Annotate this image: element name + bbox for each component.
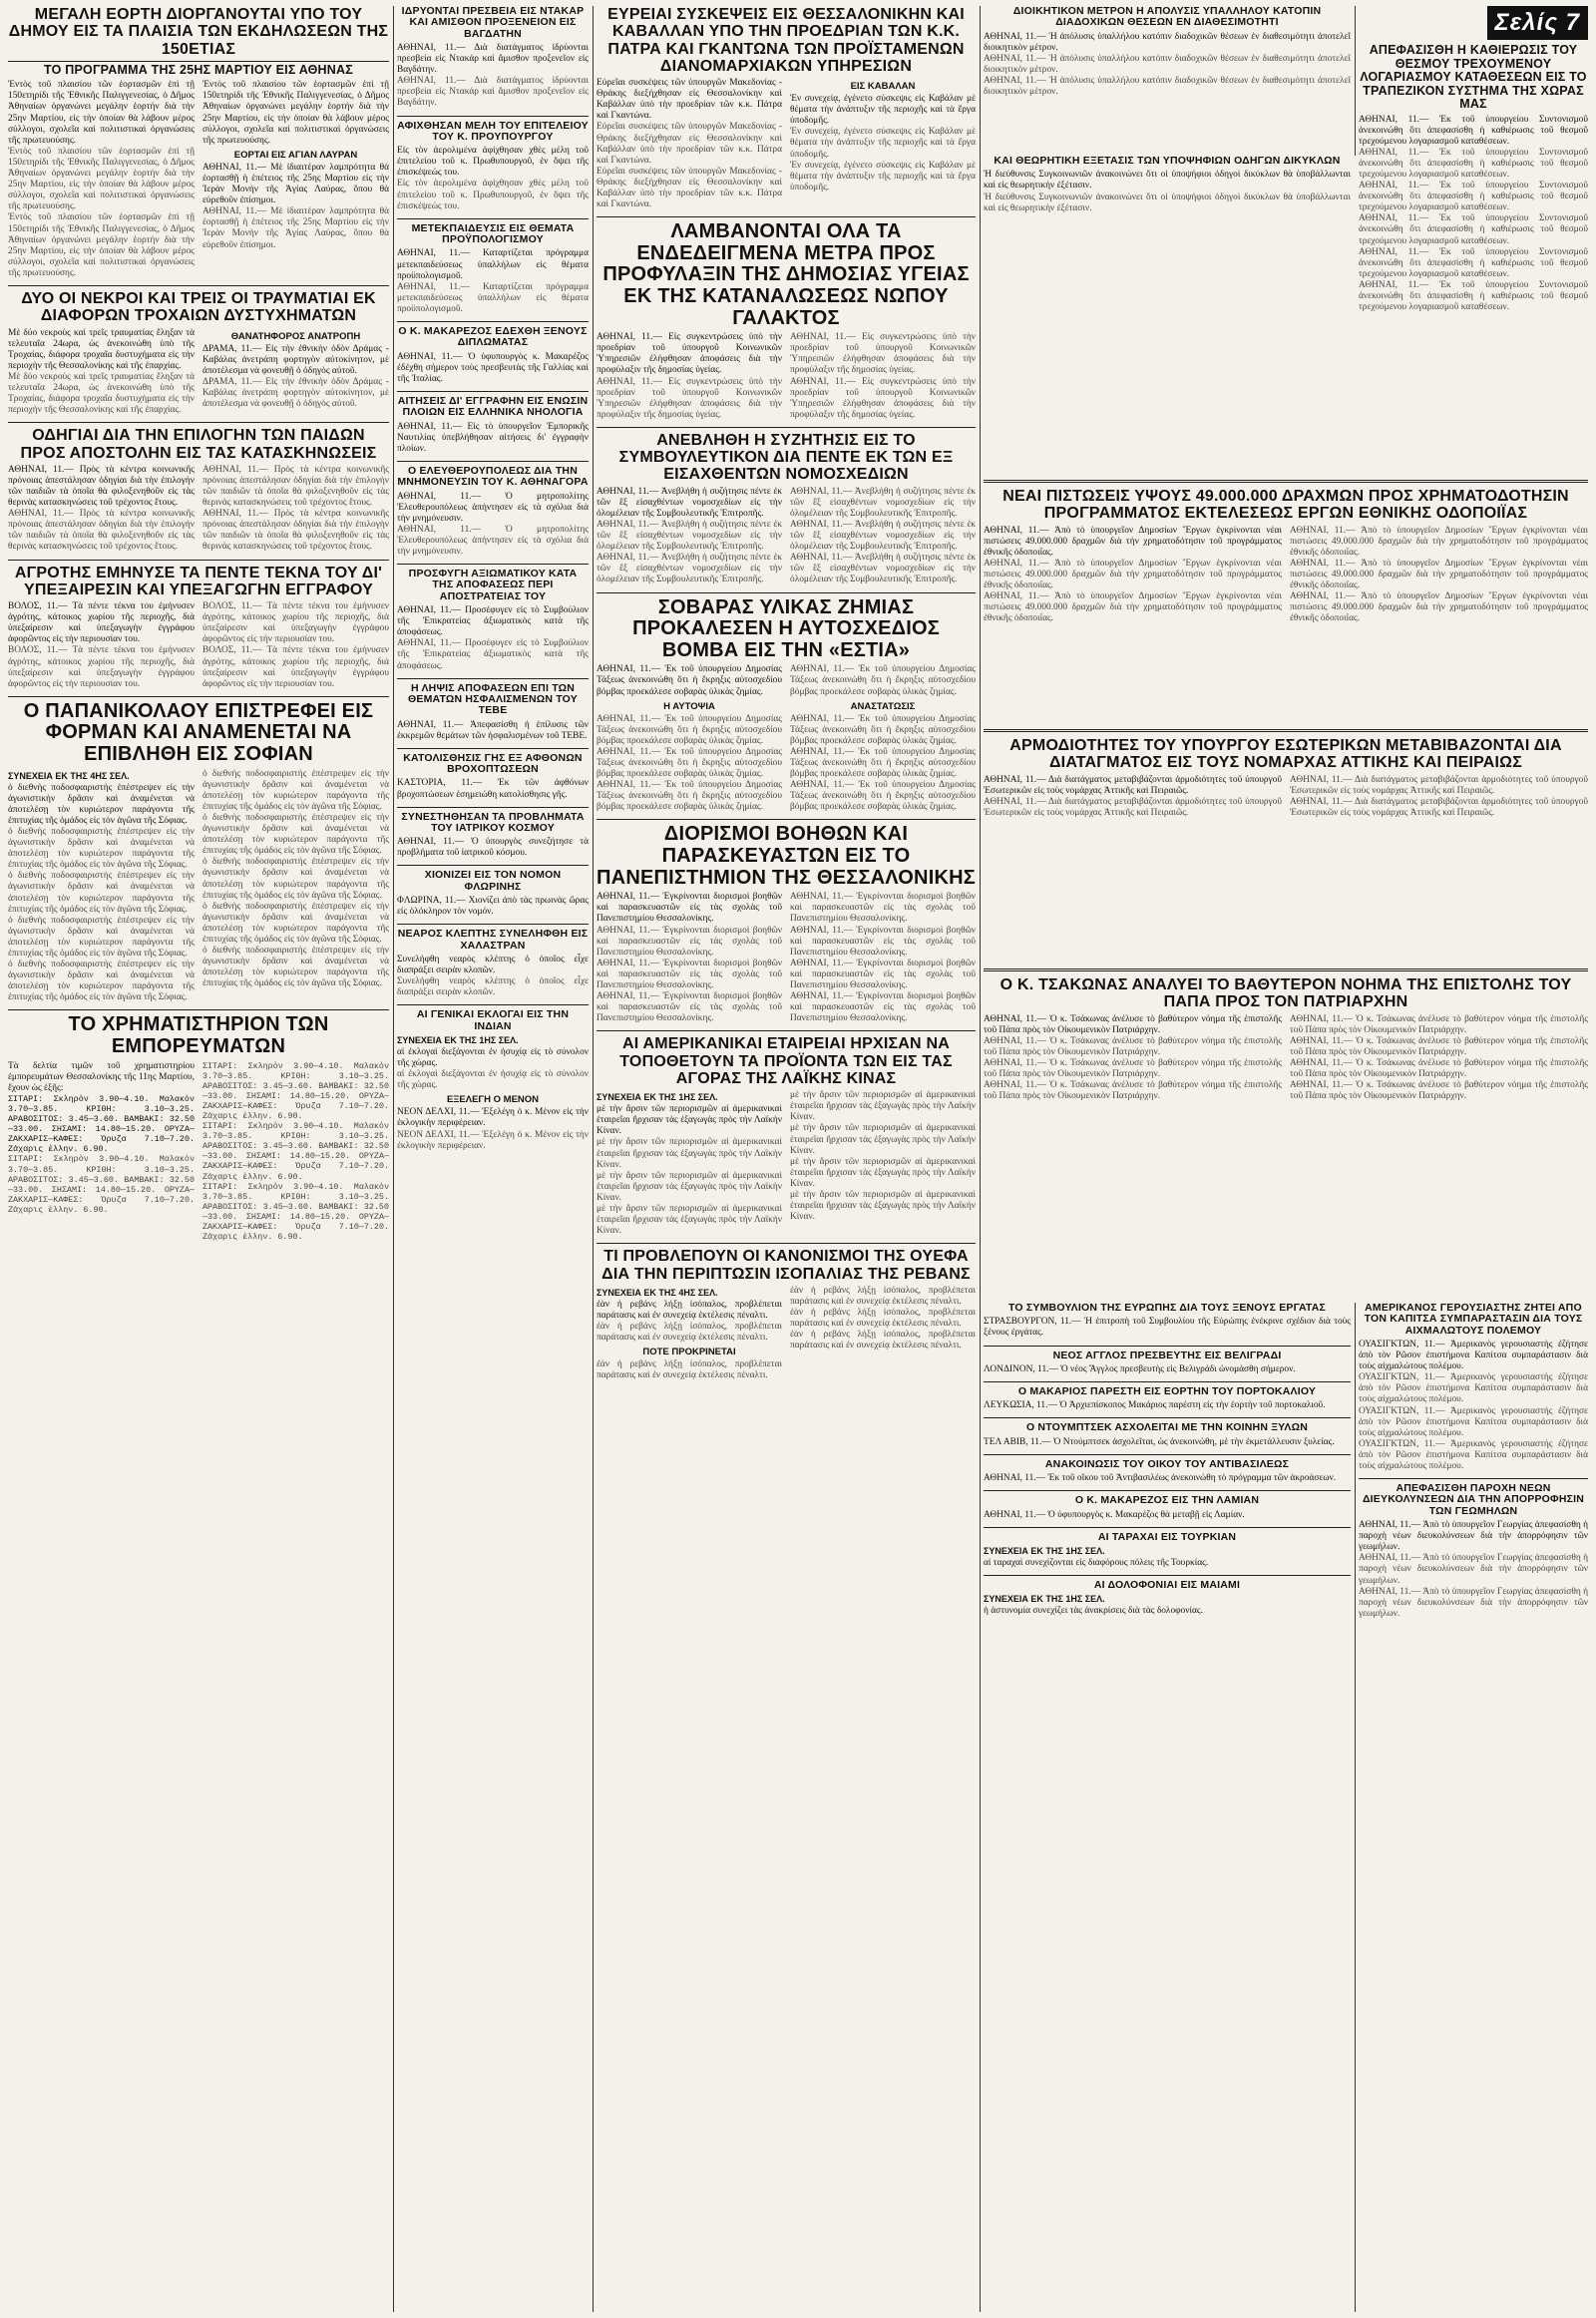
article-body: ΑΘΗΝΑΙ, 11.— Ἡ ἀπόλυσις ὑπαλλήλου κατόπιν διαδοχικῶν θέσεων ἐν διαθεσιμότητι ἀποτελεῖ διοικητικὸν μέτρον. (984, 76, 1351, 98)
headline: ΧΙΟΝΙΖΕΙ ΕΙΣ ΤΟΝ ΝΟΜΟΝ ΦΛΩΡΙΝΗΣ (424, 869, 562, 893)
headline: ΔΙΟΡΙΣΜΟΙ ΒΟΗΘΩΝ ΚΑΙ ΠΑΡΑΣΚΕΥΑΣΤΩΝ ΕΙΣ ΤΟ ΠΑΝΕΠΙΣΤΗΜΙΟΝ ΤΗΣ ΘΕΣΣΑΛΟΝΙΚΗΣ (597, 823, 976, 889)
continuation-note: ΣΥΝΕΧΕΙΑ ΕΚ ΤΗΣ 1ΗΣ ΣΕΛ. (984, 1594, 1105, 1605)
headline: Ο Κ. ΜΑΚΑΡΕΖΟΣ ΕΙΣ ΤΗΝ ΛΑΜΙΑΝ (1074, 1494, 1260, 1507)
article-body: ΑΘΗΝΑΙ, 11.— Ἐκ τοῦ ὑπουργείου Δημοσίας Τάξεως ἀνεκοινώθη ὅτι ἡ ἔκρηξις αὐτοσχεδίου βόμβας προεκάλεσε σοβαρὰς ὑλικὰς ζημίας. (597, 746, 782, 780)
subheadline: ΤΟ ΠΡΟΓΡΑΜΜΑ ΤΗΣ 25ΗΣ ΜΑΡΤΙΟΥ ΕΙΣ ΑΘΗΝΑΣ (8, 61, 389, 78)
article-body: ΑΘΗΝΑΙ, 11.— Ἐκ τοῦ ὑπουργείου Δημοσίας Τάξεως ἀνεκοινώθη ὅτι ἡ ἔκρηξις αὐτοσχεδίου βόμβας προεκάλεσε σοβαρὰς ὑλικὰς ζημίας. (790, 746, 976, 780)
article-body: μὲ τὴν ἄρσιν τῶν περιορισμῶν αἱ ἀμερικανικαὶ ἑταιρεῖαι ἤρχισαν τὰς ἐξαγωγὰς πρὸς τὴν Λαϊκὴν Κίναν. (597, 1104, 782, 1137)
article-body: ΑΘΗΝΑΙ, 11.— Ἐκ τοῦ ὑπουργείου Συντονισμοῦ ἀνεκοινώθη ὅτι ἀπεφασίσθη ἡ καθιέρωσις τοῦ θεσμοῦ τρεχούμενου λογαριασμοῦ καταθέσεων. (1359, 181, 1588, 213)
article-pope-letter (984, 964, 1588, 1102)
article-body: Ἐν συνεχείᾳ, ἐγένετο σύσκεψις εἰς Καβάλαν μὲ θέματα τὴν ἀνάπτυξιν τῆς περιοχῆς καὶ τὰ ἔργα ὑποδομῆς. (790, 127, 976, 160)
article-body: ΑΘΗΝΑΙ, 11.— Ἀπὸ τὸ ὑπουργεῖον Δημοσίων Ἔργων ἐγκρίνονται νέαι πιστώσεις 49.000.000 δραχμῶν διὰ τὴν χρηματοδότησιν τοῦ προγράμματος ἐθνικῆς ὁδοποιΐας. (984, 591, 1282, 624)
headline: ΑΓΡΟΤΗΣ ΕΜΗΝΥΣΕ ΤΑ ΠΕΝΤΕ ΤΕΚΝΑ ΤΟΥ ΔΙ' ΥΠΕΞΑΙΡΕΣΙΝ ΚΑΙ ΥΠΕΞΑΓΩΓΗΝ ΕΓΓΡΑΦΟΥ (14, 564, 383, 598)
article-body: ΑΘΗΝΑΙ, 11.— Πρὸς τὰ κέντρα κοινωνικῆς πρόνοιας ἀπεστάλησαν ὁδηγίαι διὰ τὴν ἐπιλογὴν τῶν παιδιῶν τὰ ὁποῖα θὰ φιλοξενηθοῦν εἰς τὰς θερινὰς κατασκηνώσεις τοῦ τρέχοντος ἔτους. (8, 464, 195, 509)
article-body: ΑΘΗΝΑΙ, 11.— Ἐκ τοῦ ὑπουργείου Δημοσίας Τάξεως ἀνεκοινώθη ὅτι ἡ ἔκρηξις αὐτοσχεδίου βόμβας προεκάλεσε σοβαρὰς ὑλικὰς ζημίας. (790, 664, 976, 697)
article-body: ΑΘΗΝΑΙ, 11.— Ἐκ τοῦ ὑπουργείου Συντονισμοῦ ἀνεκοινώθη ὅτι ἀπεφασίσθη ἡ καθιέρωσις τοῦ θεσμοῦ τρεχούμενου λογαριασμοῦ καταθέσεων. (1359, 213, 1588, 246)
section-subhead: ΕΞΕΛΕΓΗ Ο ΜΕΝΟΝ (446, 1094, 540, 1106)
article-body: Μὲ δύο νεκροὺς καὶ τρεῖς τραυματίας ἔληξαν τὰ τελευταῖα 24ωρα, ὡς ἀνεκοινώθη ὑπὸ τῆς Τροχαίας, διάφορα τροχαῖα δυστυχήματα εἰς τὴν περιοχὴν τῆς Θεσσαλονίκης καὶ τῆς ἐπαρχίας. (8, 327, 195, 371)
article-uefa (597, 1248, 976, 1381)
article-body: Τὰ δελτία τιμῶν τοῦ χρηματιστηρίου ἐμπορευμάτων Θεσσαλονίκης τῆς 11ης Μαρτίου, ἔχουν ὡς ἑξῆς: (8, 1060, 195, 1093)
price-list: ΣΙΤΑΡΙ: Σκληρὸν 3.90—4.10. Μαλακὸν 3.70—3.85. ΚΡΙΘΗ: 3.10—3.25. ΑΡΑΒΟΣΙΤΟΣ: 3.45—3.60. ΒΑΜΒΑΚΙ: 32.50—33.00. ΣΗΣΑΜΙ: 14.80—15.20. ΟΡΥΖΑ—ΖΑΚΧΑΡΙΣ—ΚΑΦΕΣ: Ὁρυζα 7.10—7.20. Ζάχαρις ἑλλην. 6.90. (202, 1181, 389, 1242)
article-milk (597, 221, 976, 421)
article-body: ΔΡΑΜΑ, 11.— Εἰς τὴν ἐθνικὴν ὁδὸν Δράμας - Καβάλας ἀνετράπη φορτηγὸν αὐτοκίνητον, μὲ ἀποτέλεσμα νὰ φονευθῇ ὁ ὁδηγὸς αὐτοῦ. (202, 343, 389, 376)
headline: Ο Κ. ΜΑΚΑΡΕΖΟΣ ΕΔΕΧΘΗ ΞΕΝΟΥΣ ΔΙΠΛΩΜΑΤΑΣ (398, 324, 588, 349)
article-body: ΑΘΗΝΑΙ, 11.— Διὰ διατάγματος ἱδρύονται πρεσβεία εἰς Ντακάρ καὶ ἄμισθον προξενεῖον εἰς Βαγδάτην. (397, 76, 589, 109)
article-body: ΑΘΗΝΑΙ, 11.— Ἀνεβλήθη ἡ συζήτησις πέντε ἐκ τῶν ἓξ εἰσαχθέντων νομοσχεδίων εἰς τὴν ὁλομέλειαν τῆς Συμβουλευτικῆς Ἐπιτροπῆς. (597, 553, 782, 585)
article-body: ΑΘΗΝΑΙ, 11.— Ἀνεβλήθη ἡ συζήτησις πέντε ἐκ τῶν ἓξ εἰσαχθέντων νομοσχεδίων εἰς τὴν ὁλομέλειαν τῆς Συμβουλευτικῆς Ἐπιτροπῆς. (597, 519, 782, 553)
continuation-note: ΣΥΝΕΧΕΙΑ ΕΚ ΤΗΣ 4ΗΣ ΣΕΛ. (8, 770, 130, 781)
article-body: ΤΕΛ ΑΒΙΒ, 11.— Ὁ Ντούμπτσεκ ἀσχολεῖται, ὡς ἀνεκοινώθη, μὲ τὴν ἐκμετάλλευσιν ξυλείας. (984, 1436, 1335, 1447)
article-body: ΟΥΑΣΙΓΚΤΩΝ, 11.— Ἀμερικανὸς γερουσιαστὴς ἐζήτησε ἀπὸ τὸν Ρῶσον ἐπιστήμονα Καπίτσα συμπαράστασιν διὰ τοὺς αἰχμαλώτους πολέμου. (1359, 1372, 1588, 1405)
section-subhead: ΠΟΤΕ ΠΡΟΚΡΙΝΕΤΑΙ (642, 1347, 736, 1358)
article-body: Ἐν συνεχείᾳ, ἐγένετο σύσκεψις εἰς Καβάλαν μὲ θέματα τὴν ἀνάπτυξιν τῆς περιοχῆς καὶ τὰ ἔργα ὑποδομῆς. (790, 160, 976, 193)
headline: Ο ΠΑΠΑΝΙΚΟΛΑΟΥ ΕΠΙΣΤΡΕΦΕΙ ΕΙΣ ΦΟΡΜΑΝ ΚΑΙ ΑΝΑΜΕΝΕΤΑΙ ΝΑ ΕΠΙΒΛΗΘΗ ΕΙΣ ΣΟΦΙΑΝ (23, 699, 374, 766)
article-body: ΑΘΗΝΑΙ, 11.— Ἀπὸ τὸ ὑπουργεῖον Δημοσίων Ἔργων ἐγκρίνονται νέαι πιστώσεις 49.000.000 δραχμῶν διὰ τὴν χρηματοδότησιν τοῦ προγράμματος ἐθνικῆς ὁδοποιΐας. (984, 525, 1282, 558)
headline: ΠΡΟΣΦΥΓΗ ΑΞΙΩΜΑΤΙΚΟΥ ΚΑΤΑ ΤΗΣ ΑΠΟΦΑΣΕΩΣ ΠΕΡΙ ΑΠΟΣΤΡΑΤΕΙΑΣ ΤΟΥ (408, 568, 578, 602)
article-body: μὲ τὴν ἄρσιν τῶν περιορισμῶν αἱ ἀμερικανικαὶ ἑταιρεῖαι ἤρχισαν τὰς ἐξαγωγὰς πρὸς τὴν Λαϊκὴν Κίναν. (790, 1090, 976, 1123)
article-body: ΑΘΗΝΑΙ, 11.— Καταρτίζεται πρόγραμμα μετεκπαιδεύσεως ὑπαλλήλων εἰς θέματα προϋπολογισμοῦ. (397, 248, 589, 281)
article-body: ΟΥΑΣΙΓΚΤΩΝ, 11.— Ἀμερικανὸς γερουσιαστὴς ἐζήτησε ἀπὸ τὸν Ρῶσον ἐπιστήμονα Καπίτσα συμπαράστασιν διὰ τοὺς αἰχμαλώτους πολέμου. (1359, 1339, 1588, 1372)
headline: ΜΕΤΕΚΠΑΙΔΕΥΣΙΣ ΕΙΣ ΘΕΜΑΤΑ ΠΡΟΫΠΟΛΟΓΙΣΜΟΥ (411, 221, 575, 246)
article-body: Ἡ διεύθυνσις Συγκοινωνιῶν ἀνακοινώνει ὅτι οἱ ὑποψήφιοι ὁδηγοὶ δικύκλων θὰ ὑποβάλλωνται καὶ εἰς θεωρητικὴν ἐξέτασιν. (984, 192, 1351, 213)
article-body: ἡ ἀστυνομία συνεχίζει τὰς ἀνακρίσεις διὰ τὰς δολοφονίας. (984, 1606, 1203, 1617)
section-subhead: ΑΝΑΣΤΑΤΩΣΙΣ (850, 700, 916, 712)
headline: ΙΔΡΥΟΝΤΑΙ ΠΡΕΣΒΕΙΑ ΕΙΣ ΝΤΑΚΑΡ ΚΑΙ ΑΜΙΣΘΟΝ ΠΡΟΞΕΝΕΙΟΝ ΕΙΣ ΒΑΓΔΑΤΗΝ (401, 6, 585, 40)
article-body: ΑΘΗΝΑΙ, 11.— Εἰς συγκεντρώσεις ὑπὸ τὴν προεδρίαν τοῦ ὑπουργοῦ Κοινωνικῶν Ὑπηρεσιῶν ἐλήφθησαν ἀποφάσεις διὰ τὴν προφύλαξιν τῆς δημοσίας ὑγείας. (790, 376, 976, 420)
continuation-note: ΣΥΝΕΧΕΙΑ ΕΚ ΤΗΣ 1ΗΣ ΣΕΛ. (397, 1035, 519, 1046)
article-body: ΛΟΝΔΙΝΟΝ, 11.— Ὁ νέος Ἄγγλος πρεσβευτὴς εἰς Βελιγράδι ὠνομάσθη σήμερον. (984, 1363, 1296, 1374)
article-body: ΑΘΗΝΑΙ, 11.— Ὁ κ. Τσάκωνας ἀνέλυσε τὸ βαθύτερον νόημα τῆς ἐπιστολῆς τοῦ Πάπα πρὸς τὸν Οἰκουμενικὸν Πατριάρχην. (1290, 1013, 1588, 1035)
headline: ΔΥΟ ΟΙ ΝΕΚΡΟΙ ΚΑΙ ΤΡΕΙΣ ΟΙ ΤΡΑΥΜΑΤΙΑΙ ΕΚ ΔΙΑΦΟΡΩΝ ΤΡΟΧΑΙΩΝ ΔΥΣΤΥΧΗΜΑΤΩΝ (21, 289, 376, 325)
column-1 (8, 6, 389, 2312)
continuation-note: ΣΥΝΕΧΕΙΑ ΕΚ ΤΗΣ 4ΗΣ ΣΕΛ. (597, 1287, 718, 1298)
article-body: ΑΘΗΝΑΙ, 11.— Ὁ μητροπολίτης Ἐλευθερουπόλεως ἀπήντησεν εἰς τὰ σχόλια διὰ τὴν μνημόνευσιν. (397, 491, 589, 524)
article-body: ΑΘΗΝΑΙ, 11.— Ἀπὸ τὸ ὑπουργεῖον Γεωργίας ἀπεφασίσθη ἡ παροχὴ νέων διευκολύνσεων διὰ τὴν ἀπορρόφησιν τῶν γεωμήλων. (1359, 1586, 1588, 1619)
article-body: ΑΘΗΝΑΙ, 11.— Εἰς συγκεντρώσεις ὑπὸ τὴν προεδρίαν τοῦ ὑπουργοῦ Κοινωνικῶν Ὑπηρεσιῶν ἐλήφθησαν ἀποφάσεις διὰ τὴν προφύλαξιν τῆς δημοσίας ὑγείας. (597, 376, 782, 420)
section-subhead: ΕΙΣ ΚΑΒΑΛΑΝ (850, 81, 916, 93)
headline: ΑΜΕΡΙΚΑΝΟΣ ΓΕΡΟΥΣΙΑΣΤΗΣ ΖΗΤΕΙ ΑΠΟ ΤΟΝ ΚΑΠΙΤΣΑ ΣΥΜΠΑΡΑΣΤΑΣΙΝ ΔΙΑ ΤΟΥΣ ΑΙΧΜΑΛΩΤΟΥΣ ΠΟΛΕΜΟΥ (1364, 1303, 1583, 1337)
article-body: ὁ διεθνὴς ποδοσφαιριστὴς ἐπέστρεψεν εἰς τὴν ἀγωνιστικὴν δρᾶσιν καὶ ἀναμένεται νὰ ἀποτελέσῃ τὸν κυριώτερον παράγοντα τῆς ἐπιτυχίας τῆς ὁμάδος εἰς τὸν ἀγῶνα τῆς Σόφιας. (202, 812, 389, 857)
article-body: ἐὰν ἡ ρεβάνς λήξῃ ἰσόπαλος, προβλέπεται παράτασις καὶ ἐν συνεχείᾳ ἐκτέλεσις πέναλτι. (597, 1322, 782, 1344)
article-body: ΑΘΗΝΑΙ, 11.— Ὁ κ. Τσάκωνας ἀνέλυσε τὸ βαθύτερον νόημα τῆς ἐπιστολῆς τοῦ Πάπα πρὸς τὸν Οἰκουμενικὸν Πατριάρχην. (984, 1080, 1282, 1102)
article-camps (8, 427, 389, 553)
article-body: ΑΘΗΝΑΙ, 11.— Πρὸς τὰ κέντρα κοινωνικῆς πρόνοιας ἀπεστάλησαν ὁδηγίαι διὰ τὴν ἐπιλογὴν τῶν παιδιῶν τὰ ὁποῖα θὰ φιλοξενηθοῦν εἰς τὰς θερινὰς κατασκηνώσεις τοῦ τρέχοντος ἔτους. (8, 509, 195, 553)
article-body: Ἐντὸς τοῦ πλαισίου τῶν ἑορτασμῶν ἐπὶ τῇ 150ετηρίδι τῆς Ἐθνικῆς Παλιγγενεσίας, ὁ Δῆμος Ἀθηναίων ὀργανώνει μεγάλην ἑορτήν διὰ τὴν 25ην Μαρτίου, εἰς τὴν ὁποίαν θὰ λάβουν μέρος σύλλογοι, σχολεῖα καὶ πολιτιστικαὶ ὀργανώσεις τῆς πρωτευούσης. (8, 212, 195, 278)
article-body: ὁ διεθνὴς ποδοσφαιριστὴς ἐπέστρεψεν εἰς τὴν ἀγωνιστικὴν δρᾶσιν καὶ ἀναμένεται νὰ ἀποτελέσῃ τὸν κυριώτερον παράγοντα τῆς ἐπιτυχίας τῆς ὁμάδος εἰς τὸν ἀγῶνα τῆς Σόφιας. (202, 901, 389, 946)
column-rule (393, 6, 394, 2312)
headline: ΤΙ ΠΡΟΒΛΕΠΟΥΝ ΟΙ ΚΑΝΟΝΙΣΜΟΙ ΤΗΣ ΟΥΕΦΑ ΔΙΑ ΤΗΝ ΠΕΡΙΠΤΩΣΙΝ ΙΣΟΠΑΛΙΑΣ ΤΗΣ ΡΕΒΑΝΣ (601, 1248, 971, 1283)
headline: ΤΟ ΧΡΗΜΑΤΙΣΤΗΡΙΟΝ ΤΩΝ ΕΜΠΟΡΕΥΜΑΤΩΝ (68, 1013, 329, 1058)
headline: ΑΦΙΧΘΗΣΑΝ ΜΕΛΗ ΤΟΥ ΕΠΙΤΕΛΕΙΟΥ ΤΟΥ Κ. ΠΡΟΥΠΟΥΡΓΟΥ (397, 119, 589, 143)
headline: ΣΥΝΕΣΤΗΘΗΣΑΝ ΤΑ ΠΡΟΒΛΗΜΑΤΑ ΤΟΥ ΙΑΤΡΙΚΟΥ ΚΟΣΜΟΥ (401, 810, 585, 834)
article-body: ΑΘΗΝΑΙ, 11.— Καταρτίζεται πρόγραμμα μετεκπαιδεύσεως ὑπαλλήλων εἰς θέματα προϋπολογισμοῦ. (397, 281, 589, 314)
article-prefects (984, 724, 1588, 819)
article-body: ἐὰν ἡ ρεβάνς λήξῃ ἰσόπαλος, προβλέπεται παράτασις καὶ ἐν συνεχείᾳ ἐκτέλεσις πέναλτι. (790, 1308, 976, 1330)
headline: ΔΙΟΙΚΗΤΙΚΟΝ ΜΕΤΡΟΝ Η ΑΠΟΛΥΣΙΣ ΥΠΑΛΛΗΛΟΥ ΚΑΤΟΠΙΝ ΔΙΑΔΟΧΙΚΩΝ ΘΕΣΕΩΝ ΕΝ ΔΙΑΘΕΣΙΜΟΤΗΤΙ (1012, 6, 1322, 29)
article-body: ΑΘΗΝΑΙ, 11.— Ὁ κ. Τσάκωνας ἀνέλυσε τὸ βαθύτερον νόημα τῆς ἐπιστολῆς τοῦ Πάπα πρὸς τὸν Οἰκουμενικὸν Πατριάρχην. (984, 1057, 1282, 1079)
article-body: ΑΘΗΝΑΙ, 11.— Διὰ διατάγματος μεταβιβάζονται ἁρμοδιότητες τοῦ ὑπουργοῦ Ἐσωτερικῶν εἰς τοὺς νομάρχας Ἀττικῆς καὶ Πειραιῶς. (1290, 796, 1588, 818)
headline: Ο ΕΛΕΥΘΕΡΟΥΠΟΛΕΩΣ ΔΙΑ ΤΗΝ ΜΝΗΜΟΝΕΥΣΙΝ ΤΟΥ Κ. ΑΘΗΝΑΓΟΡΑ (397, 464, 589, 489)
article-body: ΑΘΗΝΑΙ, 11.— Διὰ διατάγματος μεταβιβάζονται ἁρμοδιότητες τοῦ ὑπουργοῦ Ἐσωτερικῶν εἰς τοὺς νομάρχας Ἀττικῆς καὶ Πειραιῶς. (984, 796, 1282, 818)
headline: ΝΕΑΡΟΣ ΚΛΕΠΤΗΣ ΣΥΝΕΛΗΦΘΗ ΕΙΣ ΧΑΛΑΣΤΡΑΝ (397, 928, 589, 952)
headline: ΑΙ ΔΟΛΟΦΟΝΙΑΙ ΕΙΣ ΜΑΙΑΜΙ (1093, 1579, 1241, 1592)
article-body: ΑΘΗΝΑΙ, 11.— Ἀνεβλήθη ἡ συζήτησις πέντε ἐκ τῶν ἓξ εἰσαχθέντων νομοσχεδίων εἰς τὴν ὁλομέλειαν τῆς Συμβουλευτικῆς Ἐπιτροπῆς. (790, 553, 976, 585)
article-body: ὁ διεθνὴς ποδοσφαιριστὴς ἐπέστρεψεν εἰς τὴν ἀγωνιστικὴν δρᾶσιν καὶ ἀναμένεται νὰ ἀποτελέσῃ τὸν κυριώτερον παράγοντα τῆς ἐπιτυχίας τῆς ὁμάδος εἰς τὸν ἀγῶνα τῆς Σόφιας. (8, 915, 195, 960)
article-body: ΑΘΗΝΑΙ, 11.— Ὁ κ. Τσάκωνας ἀνέλυσε τὸ βαθύτερον νόημα τῆς ἐπιστολῆς τοῦ Πάπα πρὸς τὸν Οἰκουμενικὸν Πατριάρχην. (1290, 1080, 1588, 1102)
article-body: ΑΘΗΝΑΙ, 11.— Ἐκ τοῦ ὑπουργείου Δημοσίας Τάξεως ἀνεκοινώθη ὅτι ἡ ἔκρηξις αὐτοσχεδίου βόμβας προεκάλεσε σοβαρὰς ὑλικὰς ζημίας. (790, 780, 976, 813)
section-subhead: ΘΑΝΑΤΗΦΟΡΟΣ ΑΝΑΤΡΟΠΗ (230, 330, 361, 342)
article-body: ΑΘΗΝΑΙ, 11.— Ἀπὸ τὸ ὑπουργεῖον Δημοσίων Ἔργων ἐγκρίνονται νέαι πιστώσεις 49.000.000 δραχμῶν διὰ τὴν χρηματοδότησιν τοῦ προγράμματος ἐθνικῆς ὁδοποιΐας. (1290, 558, 1588, 590)
headline: ΛΑΜΒΑΝΟΝΤΑΙ ΟΛΑ ΤΑ ΕΝΔΕΔΕΙΓΜΕΝΑ ΜΕΤΡΑ ΠΡΟΣ ΠΡΟΦΥΛΑΞΙΝ ΤΗΣ ΔΗΜΟΣΙΑΣ ΥΓΕΙΑΣ ΕΚ ΤΗΣ ΚΑΤΑΝΑΛΩΣΕΩΣ ΝΩΠΟΥ ΓΑΛΑΚΤΟΣ (602, 220, 970, 329)
article-body: ΣΤΡΑΣΒΟΥΡΓΟΝ, 11.— Ἡ ἐπιτροπὴ τοῦ Συμβουλίου τῆς Εὐρώπης ἐνέκρινε σχέδιον διὰ τοὺς ξένους ἐργάτας. (984, 1317, 1351, 1339)
price-list: ΣΙΤΑΡΙ: Σκληρὸν 3.90—4.10. Μαλακὸν 3.70—3.85. ΚΡΙΘΗ: 3.10—3.25. ΑΡΑΒΟΣΙΤΟΣ: 3.45—3.60. ΒΑΜΒΑΚΙ: 32.50—33.00. ΣΗΣΑΜΙ: 14.80—15.20. ΟΡΥΖΑ—ΖΑΚΧΑΡΙΣ—ΚΑΦΕΣ: Ὁρυζα 7.10—7.20. Ζάχαρις ἑλλην. 6.90. (202, 1060, 389, 1122)
article-body: ΑΘΗΝΑΙ, 11.— Ἐγκρίνονται διορισμοὶ βοηθῶν καὶ παρασκευαστῶν εἰς τὰς σχολὰς τοῦ Πανεπιστημίου Θεσσαλονίκης. (597, 925, 782, 958)
article-body: ΑΘΗΝΑΙ, 11.— Ἀπὸ τὸ ὑπουργεῖον Γεωργίας ἀπεφασίσθη ἡ παροχὴ νέων διευκολύνσεων διὰ τὴν ἀπορρόφησιν τῶν γεωμήλων. (1359, 1520, 1588, 1553)
headline: ΑΙ ΑΜΕΡΙΚΑΝΙΚΑΙ ΕΤΑΙΡΕΙΑΙ ΗΡΧΙΣΑΝ ΝΑ ΤΟΠΟΘΕΤΟΥΝ ΤΑ ΠΡΟΪΟΝΤΑ ΤΩΝ ΕΙΣ ΤΑΣ ΑΓΟΡΑΣ ΤΗΣ ΛΑΪΚΗΣ ΚΙΝΑΣ (619, 1035, 953, 1087)
article-body: αἱ ἐκλογαὶ διεξάγονται ἐν ἡσυχίᾳ εἰς τὸ σύνολον τῆς χώρας. (397, 1047, 589, 1069)
price-list: ΣΙΤΑΡΙ: Σκληρὸν 3.90—4.10. Μαλακὸν 3.70—3.85. ΚΡΙΘΗ: 3.10—3.25. ΑΡΑΒΟΣΙΤΟΣ: 3.45—3.60. ΒΑΜΒΑΚΙ: 32.50—33.00. ΣΗΣΑΜΙ: 14.80—15.20. ΟΡΥΖΑ—ΖΑΚΧΑΡΙΣ—ΚΑΦΕΣ: Ὁρυζα 7.10—7.20. Ζάχαρις ἑλλην. 6.90. (8, 1093, 195, 1155)
column-rule (1355, 1303, 1356, 2312)
article-body: ΑΘΗΝΑΙ, 11.— Ἀνεβλήθη ἡ συζήτησις πέντε ἐκ τῶν ἓξ εἰσαχθέντων νομοσχεδίων εἰς τὴν ὁλομέλειαν τῆς Συμβουλευτικῆς Ἐπιτροπῆς. (597, 486, 782, 519)
newspaper-page (8, 6, 1588, 2312)
article-china (597, 1035, 976, 1237)
article-body: ΑΘΗΝΑΙ, 11.— Ἀπὸ τὸ ὑπουργεῖον Δημοσίων Ἔργων ἐγκρίνονται νέαι πιστώσεις 49.000.000 δραχμῶν διὰ τὴν χρηματοδότησιν τοῦ προγράμματος ἐθνικῆς ὁδοποιΐας. (984, 558, 1282, 590)
article-body: ΦΛΩΡΙΝΑ, 11.— Χιονίζει ἀπὸ τὰς πρωινὰς ὥρας εἰς ὁλόκληρον τὸν νομόν. (397, 896, 589, 918)
article-body: ΑΘΗΝΑΙ, 11.— Ὁ ὑφυπουργὸς κ. Μακαρέζος ἐδέχθη σήμερον τοὺς πρεσβευτὰς τῆς Γαλλίας καὶ τῆς Ἰταλίας. (397, 351, 589, 384)
article-body: ΑΘΗΝΑΙ, 11.— Ἡ ἀπόλυσις ὑπαλλήλου κατόπιν διαδοχικῶν θέσεων ἐν διαθεσιμότητι ἀποτελεῖ διοικητικὸν μέτρον. (984, 53, 1351, 75)
headline: ΚΑΙ ΘΕΩΡΗΤΙΚΗ ΕΞΕΤΑΣΙΣ ΤΩΝ ΥΠΟΨΗΦΙΩΝ ΟΔΗΓΩΝ ΔΙΚΥΚΛΩΝ (994, 156, 1341, 167)
article-advisory (597, 432, 976, 586)
column-rule (1355, 6, 1356, 156)
headline: ΑΙΤΗΣΕΙΣ ΔΙ' ΕΓΓΡΑΦΗΝ ΕΙΣ ΕΝΩΣΙΝ ΠΛΟΙΩΝ ΕΙΣ ΕΛΛΗΝΙΚΑ ΝΗΟΛΟΓΙΑ (397, 394, 589, 419)
article-body: ΑΘΗΝΑΙ, 11.— Μὲ ἰδιαιτέραν λαμπρότητα θὰ ἑορτασθῇ ἡ ἐπέτειος τῆς 25ης Μαρτίου εἰς τὴν Ἱερὰν Μονὴν τῆς Ἁγίας Λαύρας, ὅπου θὰ εὑρεθοῦν ἐπίσημοι. (202, 162, 389, 206)
article-body: ΑΘΗΝΑΙ, 11.— Ἀπὸ τὸ ὑπουργεῖον Δημοσίων Ἔργων ἐγκρίνονται νέαι πιστώσεις 49.000.000 δραχμῶν διὰ τὴν χρηματοδότησιν τοῦ προγράμματος ἐθνικῆς ὁδοποιΐας. (1290, 591, 1588, 624)
column-2 (397, 6, 589, 2312)
masthead-area (1359, 6, 1588, 313)
article-body: μὲ τὴν ἄρσιν τῶν περιορισμῶν αἱ ἀμερικανικαὶ ἑταιρεῖαι ἤρχισαν τὰς ἐξαγωγὰς πρὸς τὴν Λαϊκὴν Κίναν. (597, 1170, 782, 1203)
article-body: ΑΘΗΝΑΙ, 11.— Ἐκ τοῦ ὑπουργείου Δημοσίας Τάξεως ἀνεκοινώθη ὅτι ἡ ἔκρηξις αὐτοσχεδίου βόμβας προεκάλεσε σοβαρὰς ὑλικὰς ζημίας. (597, 664, 782, 697)
article-farmer (8, 565, 389, 690)
headline: ΤΟ ΣΥΜΒΟΥΛΙΟΝ ΤΗΣ ΕΥΡΩΠΗΣ ΔΙΑ ΤΟΥΣ ΞΕΝΟΥΣ ΕΡΓΑΤΑΣ (1007, 1303, 1327, 1314)
headline: ΣΟΒΑΡΑΣ ΥΛΙΚΑΣ ΖΗΜΙΑΣ ΠΡΟΚΑΛΕΣΕΝ Η ΑΥΤΟΣΧΕΔΙΟΣ ΒΟΜΒΑ ΕΙΣ ΤΗΝ «ΕΣΤΙΑ» (632, 595, 940, 661)
article-body: ΑΘΗΝΑΙ, 11.— Ἀπεφασίσθη ἡ ἐπίλυσις τῶν ἐκκρεμῶν θεμάτων τῶν ἠσφαλισμένων τοῦ ΤΕΒΕ. (397, 719, 589, 741)
headline: ΝΕΑΙ ΠΙΣΤΩΣΕΙΣ ΥΨΟΥΣ 49.000.000 ΔΡΑΧΜΩΝ ΠΡΟΣ ΧΡΗΜΑΤΟΔΟΤΗΣΙΝ ΠΡΟΓΡΑΜΜΑΤΟΣ ΕΚΤΕΛΕΣΕΩΣ ΕΡΓΩΝ ΕΘΝΙΚΗΣ ΟΔΟΠΟΙΪΑΣ (1002, 488, 1569, 523)
article-body: ΑΘΗΝΑΙ, 11.— Ὁ κ. Τσάκωνας ἀνέλυσε τὸ βαθύτερον νόημα τῆς ἐπιστολῆς τοῦ Πάπα πρὸς τὸν Οἰκουμενικὸν Πατριάρχην. (1290, 1057, 1588, 1079)
article-body: Ἐντὸς τοῦ πλαισίου τῶν ἑορτασμῶν ἐπὶ τῇ 150ετηρίδι τῆς Ἐθνικῆς Παλιγγενεσίας, ὁ Δῆμος Ἀθηναίων ὀργανώνει μεγάλην ἑορτήν διὰ τὴν 25ην Μαρτίου, εἰς τὴν ὁποίαν θὰ λάβουν μέρος σύλλογοι, σχολεῖα καὶ πολιτιστικαὶ ὀργανώσεις τῆς πρωτευούσης. (202, 80, 389, 146)
page-number-label: Σελίς 7 (1487, 6, 1588, 40)
article-body: ὁ διεθνὴς ποδοσφαιριστὴς ἐπέστρεψεν εἰς τὴν ἀγωνιστικὴν δρᾶσιν καὶ ἀναμένεται νὰ ἀποτελέσῃ τὸν κυριώτερον παράγοντα τῆς ἐπιτυχίας τῆς ὁμάδος εἰς τὸν ἀγῶνα τῆς Σόφιας. (8, 871, 195, 915)
article-body: ΑΘΗΝΑΙ, 11.— Ἐκ τοῦ ὑπουργείου Δημοσίας Τάξεως ἀνεκοινώθη ὅτι ἡ ἔκρηξις αὐτοσχεδίου βόμβας προεκάλεσε σοβαρὰς ὑλικὰς ζημίας. (597, 780, 782, 813)
article-body: Εἰς τὸν ἀερολιμένα ἀφίχθησαν χθὲς μέλη τοῦ ἐπιτελείου τοῦ κ. Πρωθυπουργοῦ, ἐν ὄψει τῆς ἐπισκέψεώς του. (397, 179, 589, 211)
article-body: ΑΘΗΝΑΙ, 11.— Μὲ ἰδιαιτέραν λαμπρότητα θὰ ἑορτασθῇ ἡ ἐπέτειος τῆς 25ης Μαρτίου εἰς τὴν Ἱερὰν Μονὴν τῆς Ἁγίας Λαύρας, ὅπου θὰ εὑρεθοῦν ἐπίσημοι. (202, 206, 389, 250)
article-body: ΚΑΣΤΟΡΙΑ, 11.— Ἐκ τῶν ἀφθόνων βροχοπτώσεων ἐσημειώθη κατολίσθησις γῆς. (397, 778, 589, 800)
article-body: ΑΘΗΝΑΙ, 11.— Ὁ μητροπολίτης Ἐλευθερουπόλεως ἀπήντησεν εἰς τὰ σχόλια διὰ τὴν μνημόνευσιν. (397, 524, 589, 557)
article-body: μὲ τὴν ἄρσιν τῶν περιορισμῶν αἱ ἀμερικανικαὶ ἑταιρεῖαι ἤρχισαν τὰς ἐξαγωγὰς πρὸς τὴν Λαϊκὴν Κίναν. (597, 1137, 782, 1170)
article-body: ΑΘΗΝΑΙ, 11.— Ἀνεβλήθη ἡ συζήτησις πέντε ἐκ τῶν ἓξ εἰσαχθέντων νομοσχεδίων εἰς τὴν ὁλομέλειαν τῆς Συμβουλευτικῆς Ἐπιτροπῆς. (790, 486, 976, 519)
article-body: ΑΘΗΝΑΙ, 11.— Ἡ ἀπόλυσις ὑπαλλήλου κατόπιν διαδοχικῶν θέσεων ἐν διαθεσιμότητι ἀποτελεῖ διοικητικὸν μέτρον. (984, 31, 1351, 53)
headline: Η ΛΗΨΙΣ ΑΠΟΦΑΣΕΩΝ ΕΠΙ ΤΩΝ ΘΕΜΑΤΩΝ ΗΣΦΑΛΙΣΜΕΝΩΝ ΤΟΥ ΤΕΒΕ (408, 681, 578, 717)
price-list: ΣΙΤΑΡΙ: Σκληρὸν 3.90—4.10. Μαλακὸν 3.70—3.85. ΚΡΙΘΗ: 3.10—3.25. ΑΡΑΒΟΣΙΤΟΣ: 3.45—3.60. ΒΑΜΒΑΚΙ: 32.50—33.00. ΣΗΣΑΜΙ: 14.80—15.20. ΟΡΥΖΑ—ΖΑΚΧΑΡΙΣ—ΚΑΦΕΣ: Ὁρυζα 7.10—7.20. Ζάχαρις ἑλλην. 6.90. (202, 1121, 389, 1182)
article-body: ΑΘΗΝΑΙ, 11.— Εἰς συγκεντρώσεις ὑπὸ τὴν προεδρίαν τοῦ ὑπουργοῦ Κοινωνικῶν Ὑπηρεσιῶν ἐλήφθησαν ἀποφάσεις διὰ τὴν προφύλαξιν τῆς δημοσίας ὑγείας. (597, 332, 782, 376)
column-3 (597, 6, 976, 2312)
article-body: ΑΘΗΝΑΙ, 11.— Ἐκ τοῦ ὑπουργείου Συντονισμοῦ ἀνεκοινώθη ὅτι ἀπεφασίσθη ἡ καθιέρωσις τοῦ θεσμοῦ τρεχούμενου λογαριασμοῦ καταθέσεων. (1359, 147, 1588, 180)
article-body: ΑΘΗΝΑΙ, 11.— Διὰ διατάγματος μεταβιβάζονται ἁρμοδιότητες τοῦ ὑπουργοῦ Ἐσωτερικῶν εἰς τοὺς νομάρχας Ἀττικῆς καὶ Πειραιῶς. (984, 774, 1282, 796)
article-body: ΑΘΗΝΑΙ, 11.— Ἐγκρίνονται διορισμοὶ βοηθῶν καὶ παρασκευαστῶν εἰς τὰς σχολὰς τοῦ Πανεπιστημίου Θεσσαλονίκης. (790, 991, 976, 1024)
article-body: ἐὰν ἡ ρεβάνς λήξῃ ἰσόπαλος, προβλέπεται παράτασις καὶ ἐν συνεχείᾳ ἐκτέλεσις πέναλτι. (597, 1359, 782, 1381)
column-rule (593, 6, 594, 2312)
article-body: Μὲ δύο νεκροὺς καὶ τρεῖς τραυματίας ἔληξαν τὰ τελευταῖα 24ωρα, ὡς ἀνεκοινώθη ὑπὸ τῆς Τροχαίας, διάφορα τροχαῖα δυστυχήματα εἰς τὴν περιοχὴν τῆς Θεσσαλονίκης καὶ τῆς ἐπαρχίας. (8, 371, 195, 416)
article-body: μὲ τὴν ἄρσιν τῶν περιορισμῶν αἱ ἀμερικανικαὶ ἑταιρεῖαι ἤρχισαν τὰς ἐξαγωγὰς πρὸς τὴν Λαϊκὴν Κίναν. (597, 1204, 782, 1237)
article-body: ΑΘΗΝΑΙ, 11.— Ἐγκρίνονται διορισμοὶ βοηθῶν καὶ παρασκευαστῶν εἰς τὰς σχολὰς τοῦ Πανεπιστημίου Θεσσαλονίκης. (597, 958, 782, 990)
article-body: ΒΟΛΟΣ, 11.— Τὰ πέντε τέκνα του ἐμήνυσεν ἀγρότης, κάτοικος χωρίου τῆς περιοχῆς, διὰ ὑπεξαίρεσιν καὶ ὑπεξαγωγὴν ἐγγράφου ἀφορῶντος εἰς τὴν περιουσίαν του. (202, 601, 389, 645)
continuation-note: ΣΥΝΕΧΕΙΑ ΕΚ ΤΗΣ 1ΗΣ ΣΕΛ. (597, 1092, 718, 1103)
column-4-stories (984, 1303, 1351, 2310)
article-body: ΑΘΗΝΑΙ, 11.— Ἐκ τοῦ ὑπουργείου Δημοσίας Τάξεως ἀνεκοινώθη ὅτι ἡ ἔκρηξις αὐτοσχεδίου βόμβας προεκάλεσε σοβαρὰς ὑλικὰς ζημίας. (597, 713, 782, 746)
article-bomb (597, 597, 976, 814)
article-body: μὲ τὴν ἄρσιν τῶν περιορισμῶν αἱ ἀμερικανικαὶ ἑταιρεῖαι ἤρχισαν τὰς ἐξαγωγὰς πρὸς τὴν Λαϊκὴν Κίναν. (790, 1190, 976, 1223)
article-body: ΑΘΗΝΑΙ, 11.— Ἐκ τοῦ ὑπουργείου Συντονισμοῦ ἀνεκοινώθη ὅτι ἀπεφασίσθη ἡ καθιέρωσις τοῦ θεσμοῦ τρεχούμενου λογαριασμοῦ καταθέσεων. (1359, 246, 1588, 279)
column-5-stories (1359, 1303, 1588, 2310)
article-body: ΑΘΗΝΑΙ, 11.— Πρὸς τὰ κέντρα κοινωνικῆς πρόνοιας ἀπεστάλησαν ὁδηγίαι διὰ τὴν ἐπιλογὴν τῶν παιδιῶν τὰ ὁποῖα θὰ φιλοξενηθοῦν εἰς τὰς θερινὰς κατασκηνώσεις τοῦ τρέχοντος ἔτους. (202, 509, 389, 553)
article-meetings (597, 6, 976, 210)
article-body: ΑΘΗΝΑΙ, 11.— Πρὸς τὰ κέντρα κοινωνικῆς πρόνοιας ἀπεστάλησαν ὁδηγίαι διὰ τὴν ἐπιλογὴν τῶν παιδιῶν τὰ ὁποῖα θὰ φιλοξενηθοῦν εἰς τὰς θερινὰς κατασκηνώσεις τοῦ τρέχοντος ἔτους. (202, 464, 389, 509)
article-body: ΑΘΗΝΑΙ, 11.— Διὰ διατάγματος μεταβιβάζονται ἁρμοδιότητες τοῦ ὑπουργοῦ Ἐσωτερικῶν εἰς τοὺς νομάρχας Ἀττικῆς καὶ Πειραιῶς. (1290, 774, 1588, 796)
article-body: ΟΥΑΣΙΓΚΤΩΝ, 11.— Ἀμερικανὸς γερουσιαστὴς ἐζήτησε ἀπὸ τὸν Ρῶσον ἐπιστήμονα Καπίτσα συμπαράστασιν διὰ τοὺς αἰχμαλώτους πολέμου. (1359, 1405, 1588, 1438)
article-body: ΝΕΟΝ ΔΕΛΧΙ, 11.— Ἐξελέγη ὁ κ. Μένον εἰς τὴν ἐκλογικὴν περιφέρειαν. (397, 1129, 589, 1151)
article-body: ΔΡΑΜΑ, 11.— Εἰς τὴν ἐθνικὴν ὁδὸν Δράμας - Καβάλας ἀνετράπη φορτηγὸν αὐτοκίνητον, μὲ ἀποτέλεσμα νὰ φονευθῇ ὁ ὁδηγὸς αὐτοῦ. (202, 376, 389, 409)
article-body: ΑΘΗΝΑΙ, 11.— Προσέφυγεν εἰς τὸ Συμβούλιον τῆς Ἐπικρατείας ἀξιωματικὸς κατὰ τῆς ἀποφάσεως. (397, 638, 589, 671)
headline: Ο ΜΑΚΑΡΙΟΣ ΠΑΡΕΣΤΗ ΕΙΣ ΕΟΡΤΗΝ ΤΟΥ ΠΟΡΤΟΚΑΛΙΟΥ (1017, 1384, 1317, 1397)
article-body: ΑΘΗΝΑΙ, 11.— Ἐγκρίνονται διορισμοὶ βοηθῶν καὶ παρασκευαστῶν εἰς τὰς σχολὰς τοῦ Πανεπιστημίου Θεσσαλονίκης. (790, 958, 976, 990)
article-body: ΑΘΗΝΑΙ, 11.— Ἐγκρίνονται διορισμοὶ βοηθῶν καὶ παρασκευαστῶν εἰς τὰς σχολὰς τοῦ Πανεπιστημίου Θεσσαλονίκης. (790, 892, 976, 925)
article-body: Ἐντὸς τοῦ πλαισίου τῶν ἑορτασμῶν ἐπὶ τῇ 150ετηρίδι τῆς Ἐθνικῆς Παλιγγενεσίας, ὁ Δῆμος Ἀθηναίων ὀργανώνει μεγάλην ἑορτήν διὰ τὴν 25ην Μαρτίου, εἰς τὴν ὁποίαν θὰ λάβουν μέρος σύλλογοι, σχολεῖα καὶ πολιτιστικαὶ ὀργανώσεις τῆς πρωτευούσης. (8, 80, 195, 146)
article-body: ΑΘΗΝΑΙ, 11.— Ὁ κ. Τσάκωνας ἀνέλυσε τὸ βαθύτερον νόημα τῆς ἐπιστολῆς τοῦ Πάπα πρὸς τὸν Οἰκουμενικὸν Πατριάρχην. (984, 1013, 1282, 1035)
article-body: Εὐρεῖαι συσκέψεις τῶν ὑπουργῶν Μακεδονίας - Θράκης διεξήχθησαν εἰς Θεσσαλονίκην καὶ Καβάλλαν ὑπὸ τὴν προεδρίαν τῶν κ.κ. Πάτρα καὶ Γκαντώνα. (597, 122, 782, 166)
article-body: ΑΘΗΝΑΙ, 11.— Εἰς τὸ ὑπουργεῖον Ἐμπορικῆς Ναυτιλίας ὑπεβλήθησαν αἰτήσεις δι' ἐγγραφὴν πλοίων. (397, 421, 589, 454)
article-commodity-exchange (8, 1014, 389, 1242)
article-body: ΑΘΗΝΑΙ, 11.— Ἐκ τοῦ ὑπουργείου Δημοσίας Τάξεως ἀνεκοινώθη ὅτι ἡ ἔκρηξις αὐτοσχεδίου βόμβας προεκάλεσε σοβαρὰς ὑλικὰς ζημίας. (790, 713, 976, 746)
article-body: αἱ ἐκλογαὶ διεξάγονται ἐν ἡσυχίᾳ εἰς τὸ σύνολον τῆς χώρας. (397, 1069, 589, 1091)
article-body: Εἰς τὸν ἀερολιμένα ἀφίχθησαν χθὲς μέλη τοῦ ἐπιτελείου τοῦ κ. Πρωθυπουργοῦ, ἐν ὄψει τῆς ἐπισκέψεώς του. (397, 146, 589, 179)
article-body: ΑΘΗΝΑΙ, 11.— Ὁ κ. Τσάκωνας ἀνέλυσε τὸ βαθύτερον νόημα τῆς ἐπιστολῆς τοῦ Πάπα πρὸς τὸν Οἰκουμενικὸν Πατριάρχην. (1290, 1035, 1588, 1057)
article-body: ΑΘΗΝΑΙ, 11.— Ἐκ τοῦ ὑπουργείου Συντονισμοῦ ἀνεκοινώθη ὅτι ἀπεφασίσθη ἡ καθιέρωσις τοῦ θεσμοῦ τρεχούμενου λογαριασμοῦ καταθέσεων. (1359, 279, 1588, 313)
article-body: ΑΘΗΝΑΙ, 11.— Ἐγκρίνονται διορισμοὶ βοηθῶν καὶ παρασκευαστῶν εἰς τὰς σχολὰς τοῦ Πανεπιστημίου Θεσσαλονίκης. (597, 892, 782, 925)
article-body: Εὐρεῖαι συσκέψεις τῶν ὑπουργῶν Μακεδονίας - Θράκης διεξήχθησαν εἰς Θεσσαλονίκην καὶ Καβάλλαν ὑπὸ τὴν προεδρίαν τῶν κ.κ. Πάτρα καὶ Γκαντώνα. (597, 78, 782, 122)
article-body: μὲ τὴν ἄρσιν τῶν περιορισμῶν αἱ ἀμερικανικαὶ ἑταιρεῖαι ἤρχισαν τὰς ἐξαγωγὰς πρὸς τὴν Λαϊκὴν Κίναν. (790, 1123, 976, 1156)
article-body: Ἐντὸς τοῦ πλαισίου τῶν ἑορτασμῶν ἐπὶ τῇ 150ετηρίδι τῆς Ἐθνικῆς Παλιγγενεσίας, ὁ Δῆμος Ἀθηναίων ὀργανώνει μεγάλην ἑορτήν διὰ τὴν 25ην Μαρτίου, εἰς τὴν ὁποίαν θὰ λάβουν μέρος σύλλογοι, σχολεῖα καὶ πολιτιστικαὶ ὀργανώσεις τῆς πρωτευούσης. (8, 146, 195, 212)
headline: ΑΝΑΚΟΙΝΩΣΙΣ ΤΟΥ ΟΙΚΟΥ ΤΟΥ ΑΝΤΙΒΑΣΙΛΕΩΣ (1044, 1457, 1290, 1470)
article-body: ΑΘΗΝΑΙ, 11.— Διὰ διατάγματος ἱδρύονται πρεσβεία εἰς Ντακάρ καὶ ἄμισθον προξενεῖον εἰς Βαγδάτην. (397, 42, 589, 76)
article-body: ὁ διεθνὴς ποδοσφαιριστὴς ἐπέστρεψεν εἰς τὴν ἀγωνιστικὴν δρᾶσιν καὶ ἀναμένεται νὰ ἀποτελέσῃ τὸν κυριώτερον παράγοντα τῆς ἐπιτυχίας τῆς ὁμάδος εἰς τὸν ἀγῶνα τῆς Σόφιας. (202, 768, 389, 812)
article-body: ὁ διεθνὴς ποδοσφαιριστὴς ἐπέστρεψεν εἰς τὴν ἀγωνιστικὴν δρᾶσιν καὶ ἀναμένεται νὰ ἀποτελέσῃ τὸν κυριώτερον παράγοντα τῆς ἐπιτυχίας τῆς ὁμάδος εἰς τὸν ἀγῶνα τῆς Σόφιας. (202, 946, 389, 989)
article-university (597, 824, 976, 1024)
headline: Ο ΝΤΟΥΜΠΤΣΕΚ ΑΣΧΟΛΕΙΤΑΙ ΜΕ ΤΗΝ ΚΟΙΝΗΝ ΞΥΛΩΝ (1025, 1421, 1309, 1434)
article-body: ΑΘΗΝΑΙ, 11.— Ἐγκρίνονται διορισμοὶ βοηθῶν καὶ παρασκευαστῶν εἰς τὰς σχολὰς τοῦ Πανεπιστημίου Θεσσαλονίκης. (790, 925, 976, 958)
article-body: ΑΘΗΝΑΙ, 11.— Εἰς συγκεντρώσεις ὑπὸ τὴν προεδρίαν τοῦ ὑπουργοῦ Κοινωνικῶν Ὑπηρεσιῶν ἐλήφθησαν ἀποφάσεις διὰ τὴν προφύλαξιν τῆς δημοσίας ὑγείας. (790, 332, 976, 376)
headline: ΑΠΕΦΑΣΙΣΘΗ Η ΚΑΘΙΕΡΩΣΙΣ ΤΟΥ ΘΕΣΜΟΥ ΤΡΕΧΟΥΜΕΝΟΥ ΛΟΓΑΡΙΑΣΜΟΥ ΚΑΤΑΘΕΣΕΩΝ ΕΙΣ ΤΟ ΤΡΑΠΕΖΙΚΟΝ ΣΥΣΤΗΜΑ ΤΗΣ ΧΩΡΑΣ ΜΑΣ (1360, 43, 1587, 111)
headline: ΟΔΗΓΙΑΙ ΔΙΑ ΤΗΝ ΕΠΙΛΟΓΗΝ ΤΩΝ ΠΑΙΔΩΝ ΠΡΟΣ ΑΠΟΣΤΟΛΗΝ ΕΙΣ ΤΑΣ ΚΑΤΑΣΚΗΝΩΣΕΙΣ (20, 427, 377, 462)
article-body: ΒΟΛΟΣ, 11.— Τὰ πέντε τέκνα του ἐμήνυσεν ἀγρότης, κάτοικος χωρίου τῆς περιοχῆς, διὰ ὑπεξαίρεσιν καὶ ὑπεξαγωγὴν ἐγγράφου ἀφορῶντος εἰς τὴν περιουσίαν του. (8, 645, 195, 689)
article-body: ΒΟΛΟΣ, 11.— Τὰ πέντε τέκνα του ἐμήνυσεν ἀγρότης, κάτοικος χωρίου τῆς περιοχῆς, διὰ ὑπεξαίρεσιν καὶ ὑπεξαγωγὴν ἐγγράφου ἀφορῶντος εἰς τὴν περιουσίαν του. (8, 601, 195, 645)
article-accidents (8, 290, 389, 416)
headline: ΕΥΡΕΙΑΙ ΣΥΣΚΕΨΕΙΣ ΕΙΣ ΘΕΣΣΑΛΟΝΙΚΗΝ ΚΑΙ ΚΑΒΑΛΛΑΝ ΥΠΟ ΤΗΝ ΠΡΟΕΔΡΙΑΝ ΤΩΝ Κ.Κ. ΠΑΤΡΑ ΚΑΙ ΓΚΑΝΤΩΝΑ ΤΩΝ ΠΡΟΪΣΤΑΜΕΝΩΝ ΔΙΑΝΟΜΑΡΧΙΑΚΩΝ ΥΠΗΡΕΣΙΩΝ (607, 6, 965, 75)
article-body: ὁ διεθνὴς ποδοσφαιριστὴς ἐπέστρεψεν εἰς τὴν ἀγωνιστικὴν δρᾶσιν καὶ ἀναμένεται νὰ ἀποτελέσῃ τὸν κυριώτερον παράγοντα τῆς ἐπιτυχίας τῆς ὁμάδος εἰς τὸν ἀγῶνα τῆς Σόφιας. (8, 960, 195, 1003)
headline: ΑΡΜΟΔΙΟΤΗΤΕΣ ΤΟΥ ΥΠΟΥΡΓΟΥ ΕΣΩΤΕΡΙΚΩΝ ΜΕΤΑΒΙΒΑΖΟΝΤΑΙ ΔΙΑ ΔΙΑΤΑΓΜΑΤΟΣ ΕΙΣ ΤΟΥΣ ΝΟΜΑΡΧΑΣ ΑΤΤΙΚΗΣ ΚΑΙ ΠΕΙΡΑΙΩΣ (1009, 737, 1562, 772)
article-body: Εὐρεῖαι συσκέψεις τῶν ὑπουργῶν Μακεδονίας - Θράκης διεξήχθησαν εἰς Θεσσαλονίκην καὶ Καβάλλαν ὑπὸ τὴν προεδρίαν τῶν κ.κ. Πάτρα καὶ Γκαντώνα. (597, 166, 782, 210)
headline: ΑΝΕΒΛΗΘΗ Η ΣΥΖΗΤΗΣΙΣ ΕΙΣ ΤΟ ΣΥΜΒΟΥΛΕΥΤΙΚΟΝ ΔΙΑ ΠΕΝΤΕ ΕΚ ΤΩΝ ΕΞ ΕΙΣΑΧΘΕΝΤΩΝ ΝΟΜΟΣΧΕΔΙΩΝ (618, 431, 954, 484)
headline: ΚΑΤΟΛΙΣΘΗΣΙΣ ΓΗΣ ΕΞ ΑΦΘΟΝΩΝ ΒΡΟΧΟΠΤΩΣΕΩΝ (403, 751, 583, 776)
article-body: Συνελήφθη νεαρὸς κλέπτης ὁ ὁποῖος εἶχε διαπράξει σειρὰν κλοπῶν. (397, 976, 589, 998)
article-body: μὲ τὴν ἄρσιν τῶν περιορισμῶν αἱ ἀμερικανικαὶ ἑταιρεῖαι ἤρχισαν τὰς ἐξαγωγὰς πρὸς τὴν Λαϊκὴν Κίναν. (790, 1156, 976, 1189)
article-body: Ἡ διεύθυνσις Συγκοινωνιῶν ἀνακοινώνει ὅτι οἱ ὑποψήφιοι ὁδηγοὶ δικύκλων θὰ ὑποβάλλωνται καὶ εἰς θεωρητικὴν ἐξέτασιν. (984, 170, 1351, 192)
price-list: ΣΙΤΑΡΙ: Σκληρὸν 3.90—4.10. Μαλακὸν 3.70—3.85. ΚΡΙΘΗ: 3.10—3.25. ΑΡΑΒΟΣΙΤΟΣ: 3.45—3.60. ΒΑΜΒΑΚΙ: 32.50—33.00. ΣΗΣΑΜΙ: 14.80—15.20. ΟΡΥΖΑ—ΖΑΚΧΑΡΙΣ—ΚΑΦΕΣ: Ὁρυζα 7.10—7.20. Ζάχαρις ἑλλην. 6.90. (8, 1154, 195, 1215)
article-body: ὁ διεθνὴς ποδοσφαιριστὴς ἐπέστρεψεν εἰς τὴν ἀγωνιστικὴν δρᾶσιν καὶ ἀναμένεται νὰ ἀποτελέσῃ τὸν κυριώτερον παράγοντα τῆς ἐπιτυχίας τῆς ὁμάδος εἰς τὸν ἀγῶνα τῆς Σόφιας. (8, 826, 195, 871)
article-body: ΑΘΗΝΑΙ, 11.— Ἐγκρίνονται διορισμοὶ βοηθῶν καὶ παρασκευαστῶν εἰς τὰς σχολὰς τοῦ Πανεπιστημίου Θεσσαλονίκης. (597, 991, 782, 1024)
headline: ΜΕΓΑΛΗ ΕΟΡΤΗ ΔΙΟΡΓΑΝΟΥΤΑΙ ΥΠΟ ΤΟΥ ΔΗΜΟΥ ΕΙΣ ΤΑ ΠΛΑΙΣΙΑ ΤΩΝ ΕΚΔΗΛΩΣΕΩΝ ΤΗΣ 150ΕΤΙΑΣ (8, 6, 389, 58)
article-papanikolaou (8, 701, 389, 1004)
article-body: ΒΟΛΟΣ, 11.— Τὰ πέντε τέκνα του ἐμήνυσεν ἀγρότης, κάτοικος χωρίου τῆς περιοχῆς, διὰ ὑπεξαίρεσιν καὶ ὑπεξαγωγὴν ἐγγράφου ἀφορῶντος εἰς τὴν περιουσίαν του. (202, 645, 389, 689)
headline: ΑΙ ΓΕΝΙΚΑΙ ΕΚΛΟΓΑΙ ΕΙΣ ΤΗΝ ΙΝΔΙΑΝ (416, 1008, 570, 1032)
article-body: Συνελήφθη νεαρὸς κλέπτης ὁ ὁποῖος εἶχε διαπράξει σειρὰν κλοπῶν. (397, 954, 589, 976)
section-subhead: ΕΟΡΤΑΙ ΕΙΣ ΑΓΙΑΝ ΛΑΥΡΑΝ (233, 149, 358, 161)
article-credits (984, 475, 1588, 624)
article-body: ἐὰν ἡ ρεβάνς λήξῃ ἰσόπαλος, προβλέπεται παράτασις καὶ ἐν συνεχείᾳ ἐκτέλεσις πέναλτι. (790, 1330, 976, 1352)
article-body: ΑΘΗΝΑΙ, 11.— Ὁ ὑφυπουργὸς κ. Μακαρέζος θὰ μεταβῇ εἰς Λαμίαν. (984, 1509, 1245, 1520)
article-festival (8, 6, 389, 279)
article-body: ΑΘΗΝΑΙ, 11.— Ἀπὸ τὸ ὑπουργεῖον Γεωργίας ἀπεφασίσθη ἡ παροχὴ νέων διευκολύνσεων διὰ τὴν ἀπορρόφησιν τῶν γεωμήλων. (1359, 1553, 1588, 1586)
headline: ΑΠΕΦΑΣΙΣΘΗ ΠΑΡΟΧΗ ΝΕΩΝ ΔΙΕΥΚΟΛΥΝΣΕΩΝ ΔΙΑ ΤΗΝ ΑΠΟΡΡΟΦΗΣΙΝ ΤΩΝ ΓΕΩΜΗΛΩΝ (1362, 1482, 1585, 1517)
continuation-note: ΣΥΝΕΧΕΙΑ ΕΚ ΤΗΣ 1ΗΣ ΣΕΛ. (984, 1545, 1105, 1556)
article-body: ὁ διεθνὴς ποδοσφαιριστὴς ἐπέστρεψεν εἰς τὴν ἀγωνιστικὴν δρᾶσιν καὶ ἀναμένεται νὰ ἀποτελέσῃ τὸν κυριώτερον παράγοντα τῆς ἐπιτυχίας τῆς ὁμάδος εἰς τὸν ἀγῶνα τῆς Σόφιας. (8, 782, 195, 826)
article-body: ἐὰν ἡ ρεβάνς λήξῃ ἰσόπαλος, προβλέπεται παράτασις καὶ ἐν συνεχείᾳ ἐκτέλεσις πέναλτι. (790, 1285, 976, 1307)
section-subhead: Η ΑΥΤΟΨΙΑ (663, 700, 715, 712)
article-body: ΑΘΗΝΑΙ, 11.— Ὁ ὑπουργὸς συνεζήτησε τὰ προβλήματα τοῦ ἰατρικοῦ κόσμου. (397, 837, 589, 859)
article-body: Ἐν συνεχείᾳ, ἐγένετο σύσκεψις εἰς Καβάλαν μὲ θέματα τὴν ἀνάπτυξιν τῆς περιοχῆς καὶ τὰ ἔργα ὑποδομῆς. (790, 94, 976, 127)
column-rule (980, 6, 981, 2312)
article-body: ΑΘΗΝΑΙ, 11.— Ἀπὸ τὸ ὑπουργεῖον Δημοσίων Ἔργων ἐγκρίνονται νέαι πιστώσεις 49.000.000 δραχμῶν διὰ τὴν χρηματοδότησιν τοῦ προγράμματος ἐθνικῆς ὁδοποιΐας. (1290, 525, 1588, 558)
article-body: ΝΕΟΝ ΔΕΛΧΙ, 11.— Ἐξελέγη ὁ κ. Μένον εἰς τὴν ἐκλογικὴν περιφέρειαν. (397, 1107, 589, 1129)
headline: Ο Κ. ΤΣΑΚΩΝΑΣ ΑΝΑΛΥΕΙ ΤΟ ΒΑΘΥΤΕΡΟΝ ΝΟΗΜΑ ΤΗΣ ΕΠΙΣΤΟΛΗΣ ΤΟΥ ΠΑΠΑ ΠΡΟΣ ΤΟΝ ΠΑΤΡΙΑΡΧΗΝ (999, 976, 1572, 1011)
article-body: ΑΘΗΝΑΙ, 11.— Ἐκ τοῦ οἴκου τοῦ Ἀντιβασιλέως ἀνεκοινώθη τὸ πρόγραμμα τῶν ἀκροάσεων. (984, 1473, 1337, 1484)
article-body: ὁ διεθνὴς ποδοσφαιριστὴς ἐπέστρεψεν εἰς τὴν ἀγωνιστικὴν δρᾶσιν καὶ ἀναμένεται νὰ ἀποτελέσῃ τὸν κυριώτερον παράγοντα τῆς ἐπιτυχίας τῆς ὁμάδος εἰς τὸν ἀγῶνα τῆς Σόφιας. (202, 857, 389, 901)
article-body: ΑΘΗΝΑΙ, 11.— Προσέφυγεν εἰς τὸ Συμβούλιον τῆς Ἐπικρατείας ἀξιωματικὸς κατὰ τῆς ἀποφάσεως. (397, 605, 589, 638)
article-body: ΑΘΗΝΑΙ, 11.— Ἐκ τοῦ ὑπουργείου Συντονισμοῦ ἀνεκοινώθη ὅτι ἀπεφασίσθη ἡ καθιέρωσις τοῦ θεσμοῦ τρεχούμενου λογαριασμοῦ καταθέσεων. (1359, 114, 1588, 147)
article-body: αἱ ταραχαὶ συνεχίζονται εἰς διαφόρους πόλεις τῆς Τουρκίας. (984, 1557, 1209, 1568)
headline: ΑΙ ΤΑΡΑΧΑΙ ΕΙΣ ΤΟΥΡΚΙΑΝ (1097, 1530, 1237, 1543)
article-body: ΟΥΑΣΙΓΚΤΩΝ, 11.— Ἀμερικανὸς γερουσιαστὴς ἐζήτησε ἀπὸ τὸν Ρῶσον ἐπιστήμονα Καπίτσα συμπαράστασιν διὰ τοὺς αἰχμαλώτους πολέμου. (1359, 1438, 1588, 1472)
article-body: ΛΕΥΚΩΣΙΑ, 11.— Ὁ Ἀρχιεπίσκοπος Μακάριος παρέστη εἰς τὴν ἑορτὴν τοῦ πορτοκαλιοῦ. (984, 1400, 1326, 1411)
article-body: ΑΘΗΝΑΙ, 11.— Ἀνεβλήθη ἡ συζήτησις πέντε ἐκ τῶν ἓξ εἰσαχθέντων νομοσχεδίων εἰς τὴν ὁλομέλειαν τῆς Συμβουλευτικῆς Ἐπιτροπῆς. (790, 519, 976, 553)
headline: ΝΕΟΣ ΑΓΓΛΟΣ ΠΡΕΣΒΕΥΤΗΣ ΕΙΣ ΒΕΛΙΓΡΑΔΙ (1052, 1349, 1282, 1361)
article-body: ἐὰν ἡ ρεβάνς λήξῃ ἰσόπαλος, προβλέπεται παράτασις καὶ ἐν συνεχείᾳ ἐκτέλεσις πέναλτι. (597, 1299, 782, 1321)
article-body: ΑΘΗΝΑΙ, 11.— Ὁ κ. Τσάκωνας ἀνέλυσε τὸ βαθύτερον νόημα τῆς ἐπιστολῆς τοῦ Πάπα πρὸς τὸν Οἰκουμενικὸν Πατριάρχην. (984, 1035, 1282, 1057)
